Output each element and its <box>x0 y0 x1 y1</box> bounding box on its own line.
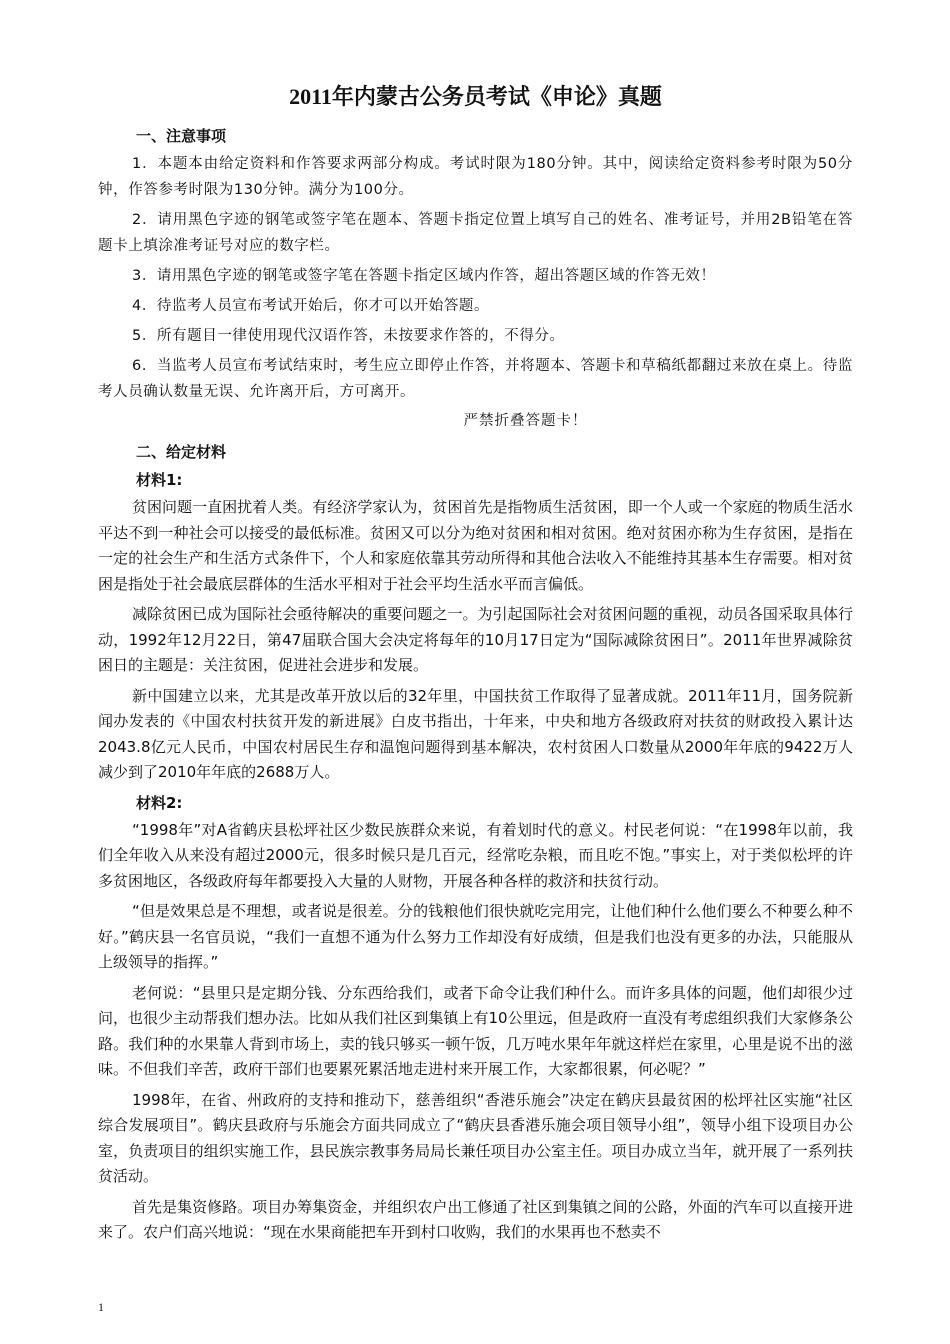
material-paragraph: 首先是集资修路。项目办筹集资金，并组织农户出工修通了社区到集镇之间的公路，外面的汽车可以直接开进来了。农户们高兴地说：“现在水果商能把车开到村口收购，我们的水果再也不愁卖不 <box>98 1197 853 1241</box>
notice-item: 3．请用黑色字迹的钢笔或签字笔在答题卡指定区域内作答，超出答题区域的作答无效！ <box>132 268 716 284</box>
notice-item: 1．本题本由给定资料和作答要求两部分构成。考试时限为180分钟。其中，阅读给定资料参考时限为50分钟，作答参考时限为130分钟。满分为100分。 <box>98 156 853 198</box>
notice-item: 4．待监考人员宣布考试开始后，你才可以开始答题。 <box>132 298 490 314</box>
ban-notice: 严禁折叠答题卡！ <box>463 413 588 429</box>
material-label: 材料1: <box>136 471 183 489</box>
material-paragraph: 1998年，在省、州政府的支持和推动下，慈善组织“香港乐施会”决定在鹤庆县最贫困的松坪社区实施“社区综合发展项目”。鹤庆县政府与乐施会方面共同成立了“鹤庆县香港乐施会项目领导小组”，领导小组下设项目办公室，负责项目的组织实施工作，县民族宗教事务局局长兼任项目办公室主任。项目办成立当年，就开展了一系列扶贫活动。 <box>98 1090 853 1185</box>
page-title: 2011年内蒙古公务员考试《申论》真题 <box>289 84 662 109</box>
notice-item: 5．所有题目一律使用现代汉语作答，未按要求作答的，不得分。 <box>132 328 565 344</box>
notice-item: 2．请用黑色字迹的钢笔或签字笔在题本、答题卡指定位置上填写自己的姓名、准考证号，并用2B铅笔在答题卡上填涂准考证号对应的数字栏。 <box>98 212 853 254</box>
notice-item: 6．当监考人员宣布考试结束时，考生应立即停止作答，并将题本、答题卡和草稿纸都翻过来放在桌上。待监考人员确认数量无误、允许离开后，方可离开。 <box>98 358 853 400</box>
material-label: 材料2: <box>136 793 183 812</box>
material-paragraph: 新中国建立以来，尤其是改革开放以后的32年里，中国扶贫工作取得了显著成就。2011年11月，国务院新闻办发表的《中国农村扶贫开发的新进展》白皮书指出，十年来，中央和地方各级政府对扶贫的财政投入累计达2043.8亿元人民币，中国农村居民生存和温饱问题得到基本解决，农村贫困人口数量从2000年年底的9422万人减少到了2010年年底的2688万人。 <box>98 686 853 781</box>
material-paragraph: 贫困问题一直困扰着人类。有经济学家认为，贫困首先是指物质生活贫困，即一个人或一个家庭的物质生活水平达不到一种社会可以接受的最低标准。贫困又可以分为绝对贫困和相对贫困。绝对贫困亦称为生存贫困，是指在一定的社会生产和生活方式条件下，个人和家庭依靠其劳动所得和其他合法收入不能维持其基本生存需要。相对贫困是指处于社会最底层群体的生活水平相对于社会平均生活水平而言偏低。 <box>98 498 853 593</box>
material-paragraph: 老何说：“县里只是定期分钱、分东西给我们，或者下命令让我们种什么。而许多具体的问题，他们却很少过问，也很少主动帮我们想办法。比如从我们社区到集镇上有10公里远，但是政府一直没有考虑组织我们大家修条公路。我们种的水果靠人背到市场上，卖的钱只够买一顿午饭，几万吨水果年年就这样烂在家里，心里是说不出的滋味。不但我们辛苦，政府干部们也要累死累活地走进村来开展工作，大家都很累，何必呢？” <box>98 983 853 1078</box>
material-paragraph: “1998年”对A省鹤庆县松坪社区少数民族群众来说，有着划时代的意义。村民老何说：“在1998年以前，我们全年收入从来没有超过2000元，很多时候只是几百元，经常吃杂粮，而且吃不饱。”事实上，对于类似松坪的许多贫困地区，各级政府每年都要投入大量的人财物，开展各种各样的救济和扶贫行动。 <box>98 820 853 890</box>
notice-heading: 一、注意事项 <box>136 127 227 145</box>
material-paragraph: “但是效果总是不理想，或者说是很差。分的钱粮他们很快就吃完用完，让他们种什么他们要么不种要么种不好。”鹤庆县一名官员说，“我们一直想不通为什么努力工作却没有好成绩，但是我们也没有更多的办法，只能服从上级领导的指挥。” <box>98 902 853 971</box>
material-paragraph: 减除贫困已成为国际社会亟待解决的重要问题之一。为引起国际社会对贫困问题的重视，动员各国采取具体行动，1992年12月22日，第47届联合国大会决定将每年的10月17日定为“国际减除贫困日”。2011年世界减除贫困日的主题是：关注贫困，促进社会进步和发展。 <box>98 605 854 674</box>
document-content <box>98 80 853 1251</box>
materials-heading: 二、给定材料 <box>136 443 227 461</box>
page-number: 1 <box>98 1300 104 1314</box>
